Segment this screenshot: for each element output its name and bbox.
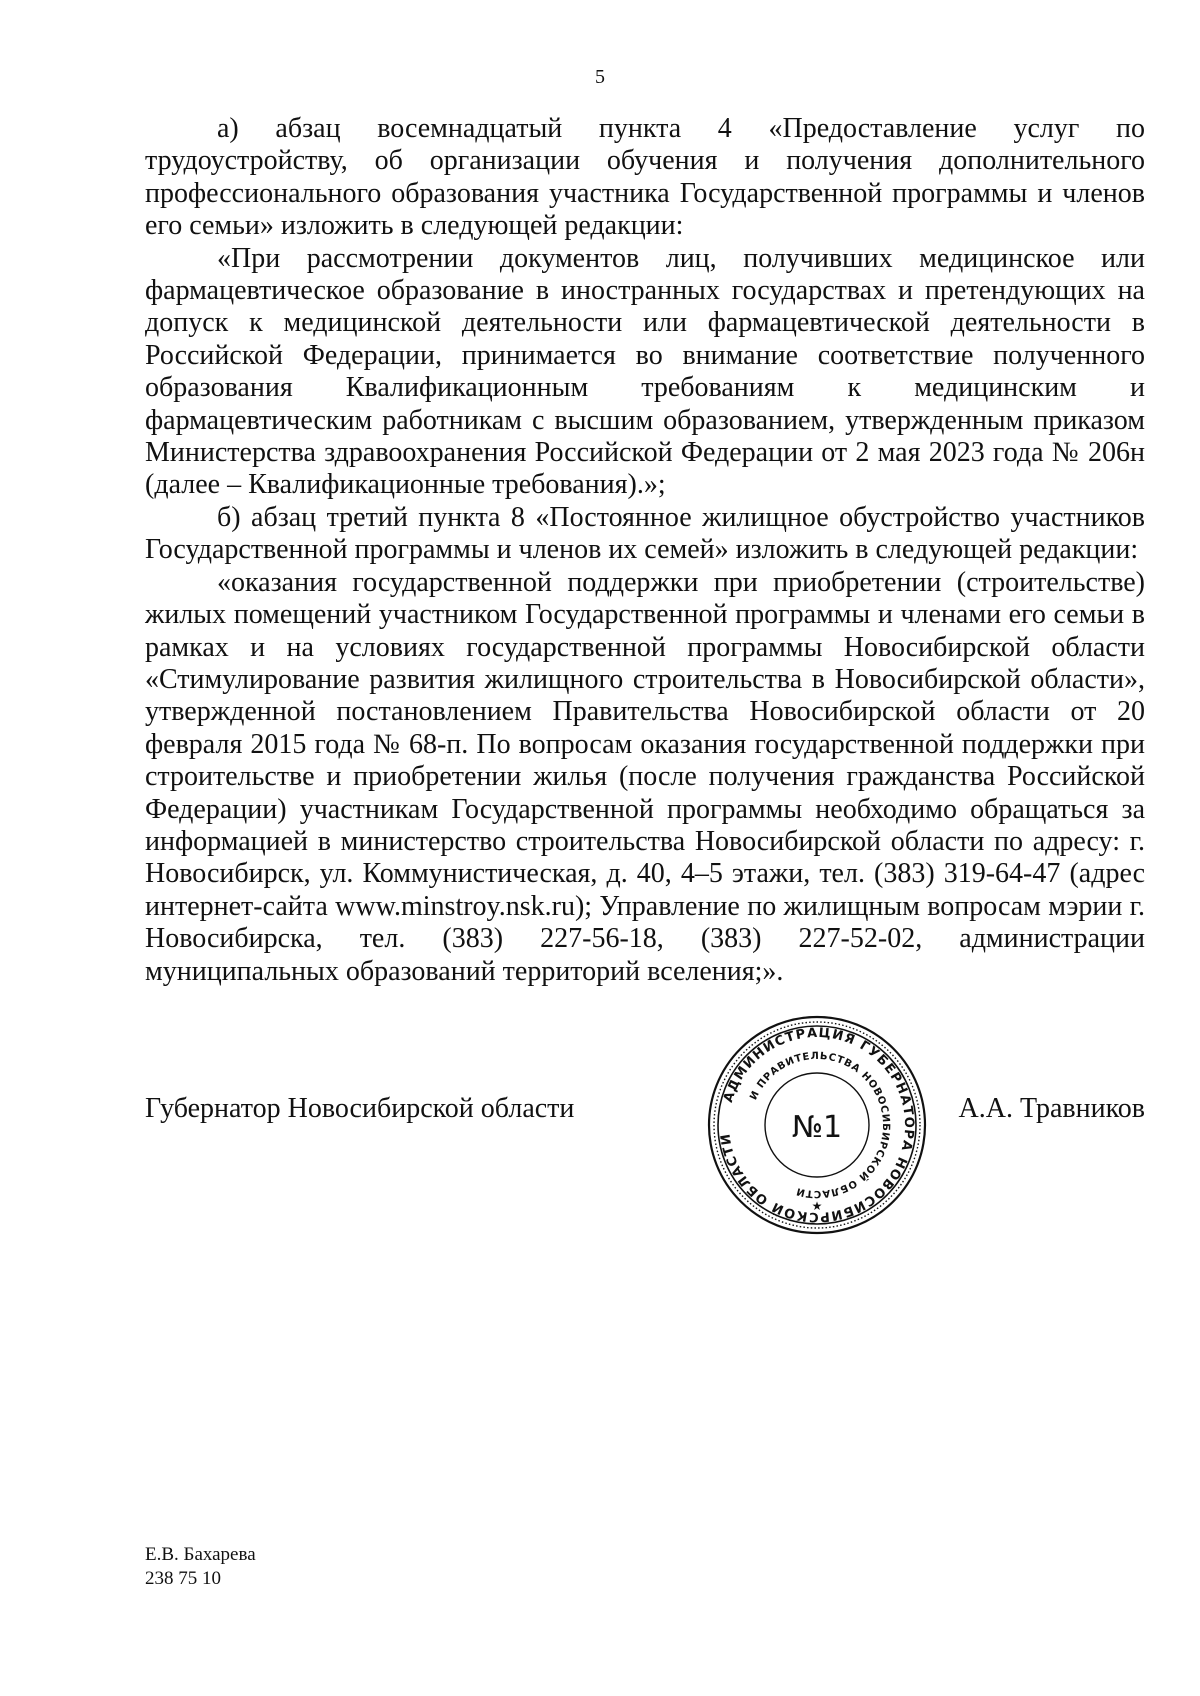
paragraph-amendment-a: а) абзац восемнадцатый пункта 4 «Предоставление услуг по трудоустройству, об организации обучения и получения дополнительного профессионального образования участника Государственной программы и членов его семьи» изложить в следующей редакции: — [145, 113, 1145, 242]
executor-info — [145, 1543, 256, 1591]
seal-inner-text: И ПРАВИТЕЛЬСТВА НОВОСИБИРСКОЙ ОБЛАСТИ — [748, 1050, 892, 1200]
paragraph-new-wording-a: «При рассмотрении документов лиц, получивших медицинское или фармацевтическое образование в иностранных государствах и претендующих на допуск к медицинской деятельности или фармацевтической деятельности в Российской Федерации, принимается во внимание соответствие полученного образования Квалификационным требованиям к медицинским и фармацевтическим работникам с высшим образованием, утвержденным приказом Министерства здравоохранения Российской Федерации от 2 мая 2023 года № 206н (далее – Квалификационные требования).»; — [145, 242, 1145, 501]
seal-star-icon: ★ — [811, 1199, 823, 1213]
paragraph-amendment-b: б) абзац третий пункта 8 «Постоянное жилищное обустройство участников Государственной программы и членов их семей» изложить в следующей редакции: — [145, 501, 1145, 566]
signatory-title: Губернатор Новосибирской области — [145, 1093, 575, 1124]
seal-number: №1 — [791, 1110, 843, 1145]
page-number: 5 — [595, 66, 605, 88]
official-seal — [705, 1013, 929, 1237]
document-body — [145, 113, 1145, 988]
executor-phone: 238 75 10 — [145, 1568, 221, 1589]
seal-outer-text: АДМИНИСТРАЦИЯ ГУБЕРНАТОРА НОВОСИБИРСКОЙ ОБЛАСТИ — [718, 1025, 917, 1225]
executor-name: Е.В. Бахарева — [145, 1544, 256, 1565]
paragraph-new-wording-b: «оказания государственной поддержки при приобретении (строительстве) жилых помещений участником Государственной программы и членами его семьи в рамках и на условиях государственной программы Новосибирской области «Стимулирование развития жилищного строительства в Новосибирской области», утвержденной постановлением Правительства Новосибирской области от 20 февраля 2015 года № 68-п. По вопросам оказания государственной поддержки при строительстве и приобретении жилья (после получения гражданства Российской Федерации) участникам Государственной программы необходимо обращаться за информацией в министерство строительства Новосибирской области по адресу: г. Новосибирск, ул. Коммунистическая, д. 40, 4–5 этажи, тел. (383) 319-64-47 (адрес интернет-сайта www.minstroy.nsk.ru); Управление по жилищным вопросам мэрии г. Новосибирска, тел. (383) 227-56-18, (383) 227-52-02, администрации муниципальных образований территорий вселения;». — [145, 566, 1145, 987]
signatory-name: А.А. Травников — [958, 1093, 1145, 1124]
